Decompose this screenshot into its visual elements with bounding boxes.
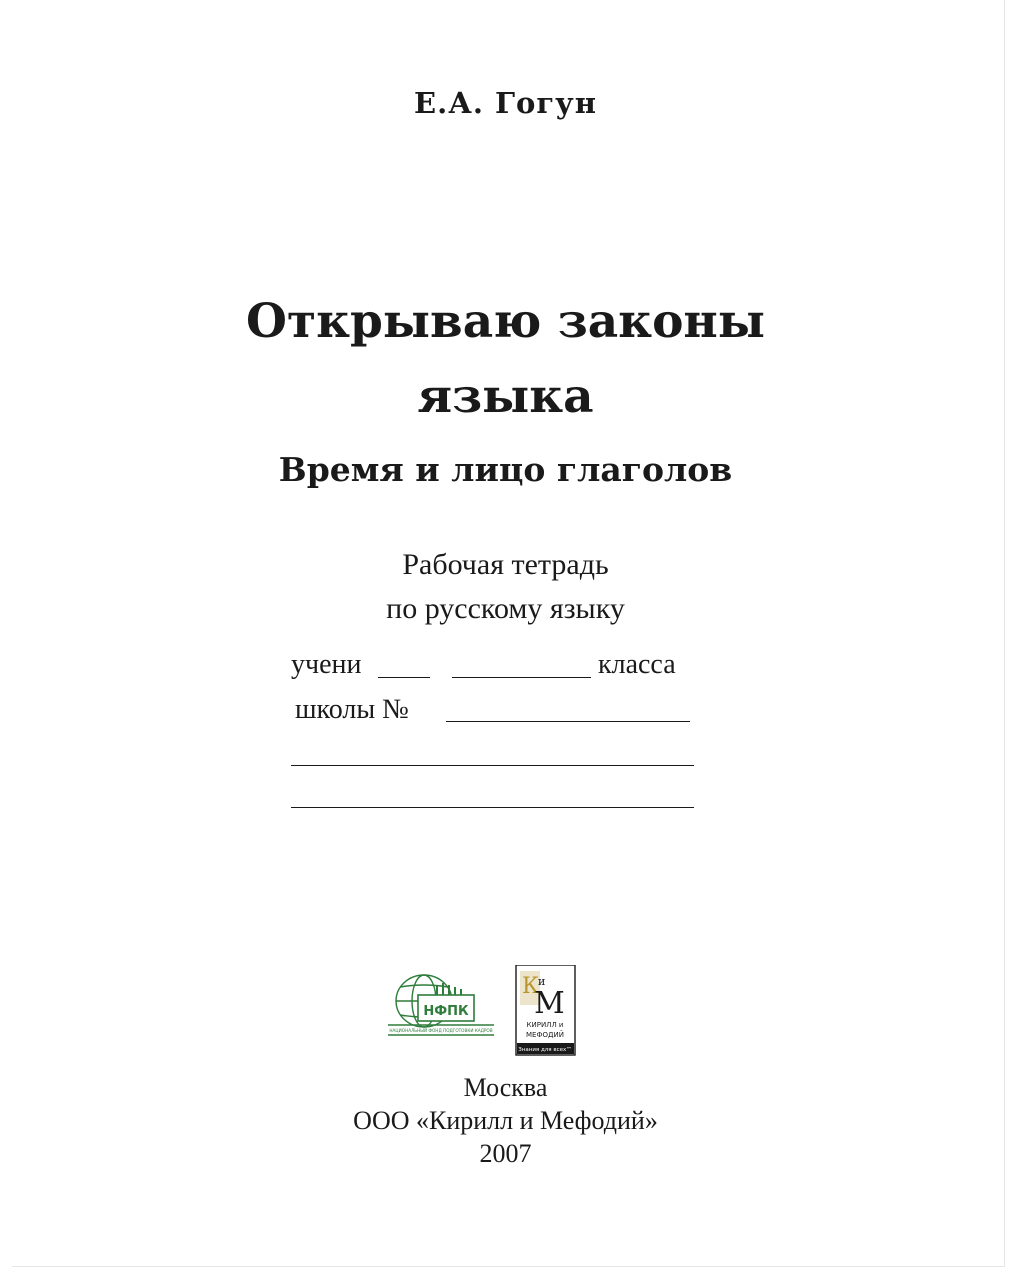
class-blank[interactable] <box>452 677 591 678</box>
publisher-logos <box>386 965 586 1057</box>
nfpk-sprouts <box>436 983 462 995</box>
class-label: класса <box>598 649 676 680</box>
km-name-line-2: МЕФОДИЙ <box>526 1031 564 1039</box>
name-blank-1[interactable] <box>291 765 694 766</box>
school-label: школы № <box>295 694 409 725</box>
title-line-1: Открываю законы <box>246 294 765 349</box>
km-letter-k: К <box>522 974 540 999</box>
imprint-publisher: ООО «Кирилл и Мефодий» <box>353 1106 658 1135</box>
school-number-blank[interactable] <box>446 721 690 722</box>
imprint-city: Москва <box>463 1073 548 1102</box>
description-line-2: по русскому языку <box>386 592 625 625</box>
km-logo <box>516 965 575 1055</box>
imprint-year: 2007 <box>479 1139 532 1168</box>
description-line-1: Рабочая тетрадь <box>402 548 609 581</box>
nfpk-caption: НАЦИОНАЛЬНЫЙ ФОНД ПОДГОТОВКИ КАДРОВ <box>389 1028 493 1033</box>
km-letter-i: и <box>538 975 546 988</box>
title-line-2: языка <box>417 369 594 424</box>
logos-svg <box>386 965 586 1057</box>
author-name: Е.А. Гогун <box>414 86 597 120</box>
km-name-line-1: КИРИЛЛ и <box>526 1021 564 1029</box>
name-blank-2[interactable] <box>291 807 694 808</box>
km-slogan: Знания для всех™ <box>518 1047 572 1053</box>
km-letter-m: М <box>534 986 565 1021</box>
nfpk-logo <box>388 975 494 1035</box>
student-ending-blank[interactable] <box>378 677 430 678</box>
student-label: учени <box>291 649 362 680</box>
nfpk-text: НФПК <box>423 1004 469 1019</box>
subtitle: Время и лицо глаголов <box>278 450 733 489</box>
